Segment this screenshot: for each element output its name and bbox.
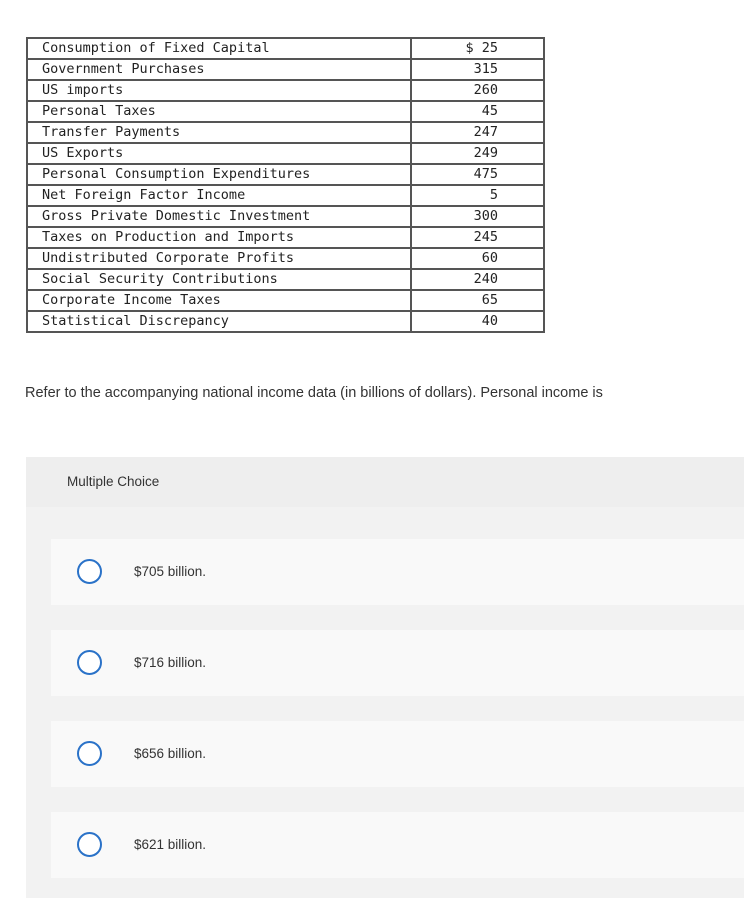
table-row xyxy=(27,185,544,206)
table-row xyxy=(27,269,544,290)
answer-option-2[interactable] xyxy=(51,630,744,696)
row-value: 245 xyxy=(411,227,544,248)
row-value: 45 xyxy=(411,101,544,122)
row-label: Net Foreign Factor Income xyxy=(27,185,411,206)
multiple-choice-title: Multiple Choice xyxy=(67,474,160,489)
table-row xyxy=(27,143,544,164)
table-row xyxy=(27,227,544,248)
row-value: 475 xyxy=(411,164,544,185)
option-label: $716 billion. xyxy=(134,655,207,670)
row-value: 315 xyxy=(411,59,544,80)
radio-button-icon[interactable] xyxy=(77,650,102,675)
row-label: Consumption of Fixed Capital xyxy=(27,38,411,59)
row-value: 240 xyxy=(411,269,544,290)
row-label: Gross Private Domestic Investment xyxy=(27,206,411,227)
table-row xyxy=(27,80,544,101)
answer-option-3[interactable] xyxy=(51,721,744,787)
row-value: 260 xyxy=(411,80,544,101)
row-label: Personal Taxes xyxy=(27,101,411,122)
row-label: Taxes on Production and Imports xyxy=(27,227,411,248)
row-value: 60 xyxy=(411,248,544,269)
answer-option-1[interactable] xyxy=(51,539,744,605)
radio-button-icon[interactable] xyxy=(77,832,102,857)
row-label: US imports xyxy=(27,80,411,101)
table-row xyxy=(27,311,544,332)
row-value: $ 25 xyxy=(411,38,544,59)
row-label: Transfer Payments xyxy=(27,122,411,143)
row-label: Government Purchases xyxy=(27,59,411,80)
row-label: Social Security Contributions xyxy=(27,269,411,290)
table-row xyxy=(27,59,544,80)
multiple-choice-panel xyxy=(26,457,744,898)
row-value: 65 xyxy=(411,290,544,311)
table-row xyxy=(27,290,544,311)
radio-button-icon[interactable] xyxy=(77,741,102,766)
row-label: Undistributed Corporate Profits xyxy=(27,248,411,269)
row-value: 5 xyxy=(411,185,544,206)
row-value: 300 xyxy=(411,206,544,227)
row-value: 247 xyxy=(411,122,544,143)
row-label: Personal Consumption Expenditures xyxy=(27,164,411,185)
national-income-table xyxy=(26,37,545,333)
option-label: $656 billion. xyxy=(134,746,207,761)
table-row xyxy=(27,38,544,59)
option-label: $705 billion. xyxy=(134,564,207,579)
table-row xyxy=(27,101,544,122)
row-label: US Exports xyxy=(27,143,411,164)
option-label: $621 billion. xyxy=(134,837,207,852)
answer-option-4[interactable] xyxy=(51,812,744,878)
radio-button-icon[interactable] xyxy=(77,559,102,584)
row-value: 249 xyxy=(411,143,544,164)
question-text: Refer to the accompanying national income data (in billions of dollars). Personal income is xyxy=(25,385,603,401)
row-label: Corporate Income Taxes xyxy=(27,290,411,311)
row-value: 40 xyxy=(411,311,544,332)
table-row xyxy=(27,122,544,143)
table-row xyxy=(27,248,544,269)
table-row xyxy=(27,164,544,185)
table-row xyxy=(27,206,544,227)
row-label: Statistical Discrepancy xyxy=(27,311,411,332)
